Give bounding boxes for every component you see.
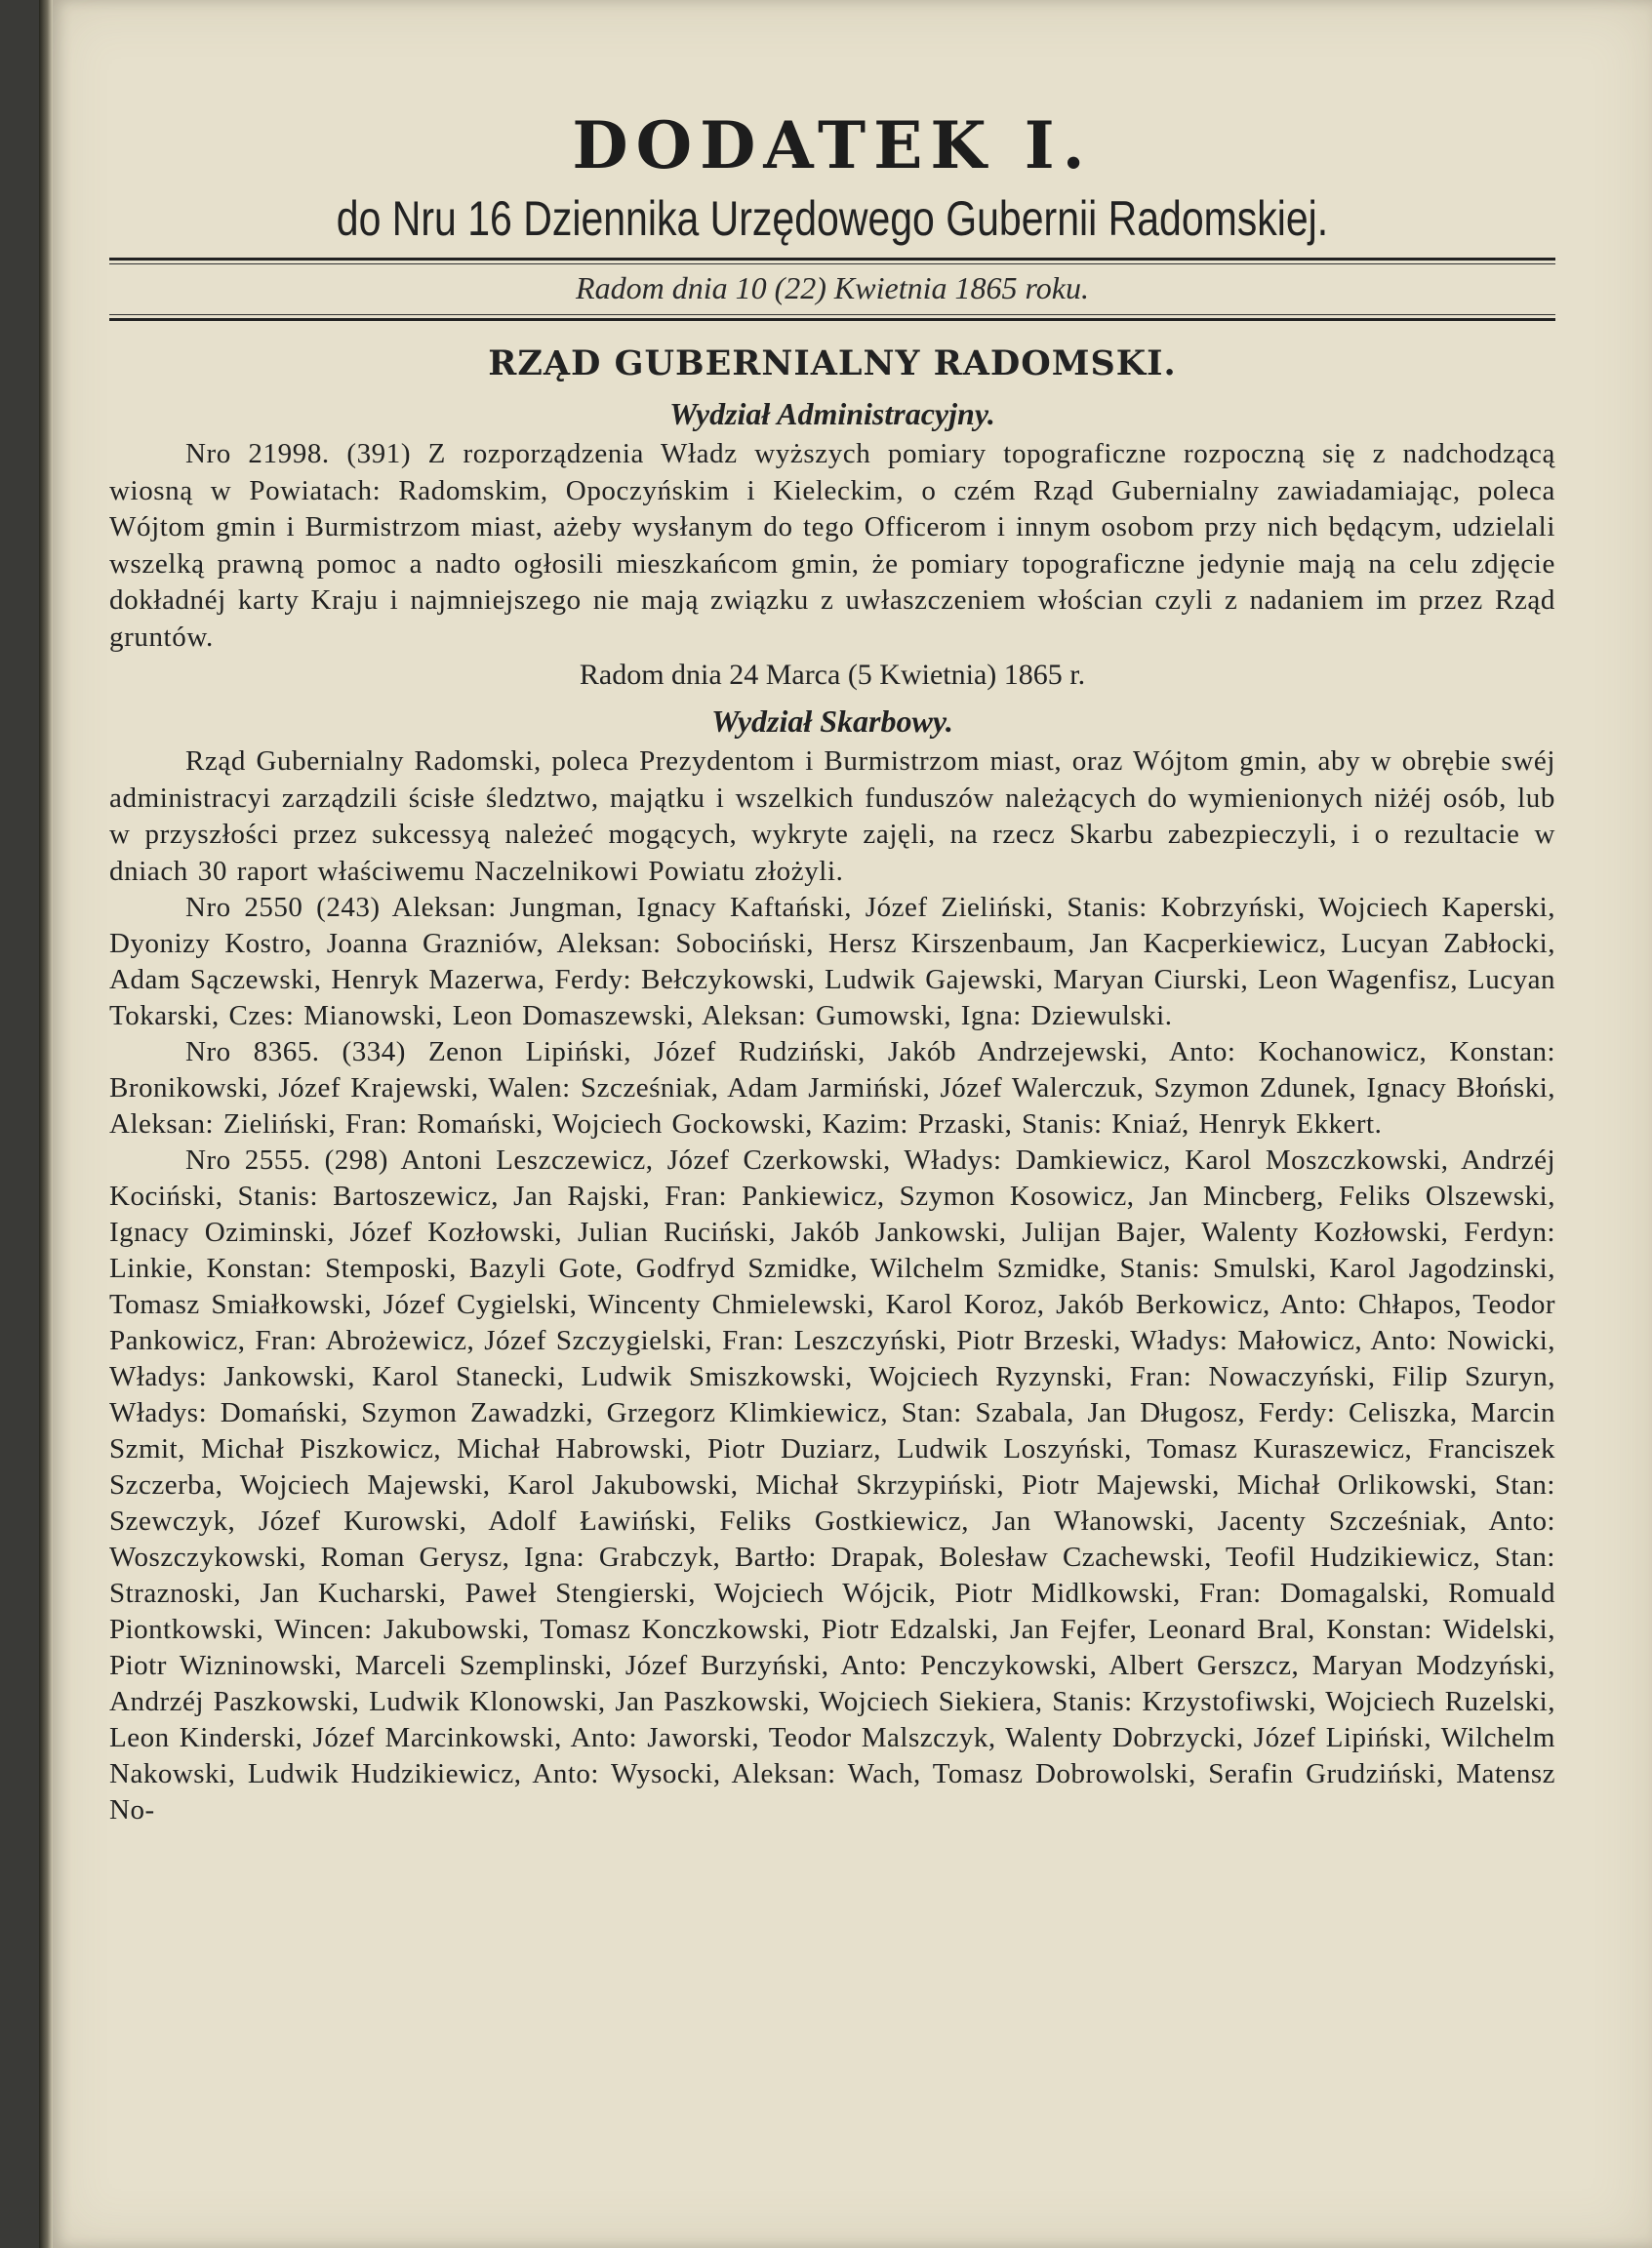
- name-list-2550: Nro 2550 (243) Aleksan: Jungman, Ignacy Kaftański, Józef Zieliński, Stanis: Kobrzyński, Wojciech Kaperski, Dyonizy Kostro, Joanna Grazniów, Aleksan: Sobociński, Hersz Kirszenbaum, Jan Kacperkiewicz, Lucyan Zabłocki, Adam Sączewski, Henryk Mazerwa, Ferdy: Bełczykowski, Ludwik Gajewski, Maryan Ciurski, Leon Wagenfisz, Lucyan Tokarski, Czes: Mianowski, Leon Domaszewski, Aleksan: Gumowski, Igna: Dziewulski.: [109, 892, 1555, 1031]
- issue-dateline: Radom dnia 10 (22) Kwietnia 1865 roku.: [576, 270, 1089, 305]
- document-subtitle: do Nru 16 Dziennika Urzędowego Gubernii Radomskiej.: [336, 191, 1329, 246]
- name-list-8365: Nro 8365. (334) Zenon Lipiński, Józef Rudziński, Jakób Andrzejewski, Anto: Kochanowicz, Konstan: Bronikowski, Józef Krajewski, Walen: Szcześniak, Adam Jarmiński, Józef Walerczuk, Szymon Zdunek, Ignacy Błoński, Aleksan: Zieliński, Fran: Romański, Wojciech Gockowski, Kazim: Przaski, Stanis: Kniaź, Henryk Ekkert.: [109, 1036, 1555, 1140]
- administrative-signature-date: Radom dnia 24 Marca (5 Kwietnia) 1865 r.: [579, 659, 1086, 691]
- header-rule-bottom: [109, 318, 1555, 321]
- section-heading-treasury: Wydział Skarbowy.: [711, 703, 953, 739]
- authority-heading: RZĄD GUBERNIALNY RADOMSKI.: [488, 343, 1177, 383]
- document-content: [109, 109, 1555, 1828]
- document-title: DODATEK I.: [572, 107, 1093, 183]
- book-binding-edge: [39, 0, 53, 2248]
- section-heading-administrative: Wydział Administracyjny.: [669, 396, 995, 431]
- header-rule-top: [109, 258, 1555, 261]
- name-list-2555: Nro 2555. (298) Antoni Leszczewicz, Józef Czerkowski, Władys: Damkiewicz, Karol Moszczkowski, Andrzéj Kociński, Stanis: Bartoszewicz, Jan Rajski, Fran: Pankiewicz, Szymon Kosowicz, Jan Mincberg, Feliks Olszewski, Ignacy Oziminski, Józef Kozłowski, Julian Ruciński, Jakób Jankowski, Julijan Bajer, Walenty Kozłowski, Ferdyn: Linkie, Konstan: Stemposki, Bazyli Gote, Godfryd Szmidke, Wilchelm Szmidke, Stanis: Smulski, Karol Jagodzinski, Tomasz Smiałkowski, Józef Cygielski, Wincenty Chmielewski, Karol Koroz, Jakób Berkowicz, Anto: Chłapos, Teodor Pankowicz, Fran: Abrożewicz, Józef Szczygielski, Fran: Leszczyński, Piotr Brzeski, Władys: Małowicz, Anto: Nowicki, Władys: Jankowski, Karol Stanecki, Ludwik Smiszkowski, Wojciech Ryzynski, Fran: Nowaczyński, Filip Szuryn, Władys: Domański, Szymon Zawadzki, Grzegorz Klimkiewicz, Stan: Szabala, Jan Długosz, Ferdy: Celiszka, Marcin Szmit, Michał Piszkowicz, Michał Habrowski, Piotr Duziarz, Ludwik Loszyński, Tomasz Kuraszewicz, Franciszek Szczerba, Wojciech Majewski, Karol Jakubowski, Michał Skrzypiński, Piotr Majewski, Michał Orlikowski, Stan: Szewczyk, Józef Kurowski, Adolf Ławiński, Feliks Gostkiewicz, Jan Włanowski, Jacenty Szcześniak, Anto: Woszczykowski, Roman Gerysz, Igna: Grabczyk, Bartło: Drapak, Bolesław Czachewski, Teofil Hudzikiewicz, Stan: Straznoski, Jan Kucharski, Paweł Stengierski, Wojciech Wójcik, Piotr Midlkowski, Fran: Domagalski, Romuald Piontkowski, Wincen: Jakubowski, Tomasz Konczkowski, Piotr Edzalski, Jan Fejfer, Leonard Bral, Konstan: Widelski, Piotr Wizninowski, Marceli Szemplinski, Józef Burzyński, Anto: Penczykowski, Albert Gerszcz, Maryan Modzyński, Andrzéj Paszkowski, Ludwik Klonowski, Jan Paszkowski, Wojciech Siekiera, Stanis: Krzystofiwski, Wojciech Ruzelski, Leon Kinderski, Józef Marcinkowski, Anto: Jaworski, Teodor Malszczyk, Walenty Dobrzycki, Józef Lipiński, Wilchelm Nakowski, Ludwik Hudzikiewicz, Anto: Wysocki, Aleksan: Wach, Tomasz Dobrowolski, Serafin Grudziński, Matensz No-: [109, 1144, 1555, 1826]
- header-rule-bottom-thin: [109, 314, 1555, 315]
- administrative-decree: Nro 21998. (391) Z rozporządzenia Władz wyższych pomiary topograficzne rozpoczną się z nadchodzącą wiosną w Powiatach: Radomskim, Opoczyńskim i Kieleckim, o czém Rząd Gubernialny zawiadamiając, poleca Wójtom gmin i Burmistrzom miast, ażeby wysłanym do tego Officerom i innym osobom przy nich będącym, udzielali wszelką prawną pomoc a nadto ogłosili mieszkańcom gmin, że pomiary topograficzne jedynie mają na celu zdjęcie dokładnéj karty Kraju i najmniejszego nie mają związku z uwłaszczeniem włościan czyli z nadaniem im przez Rząd gruntów.: [109, 438, 1555, 653]
- document-page: [51, 0, 1652, 2248]
- treasury-decree: Rząd Gubernialny Radomski, poleca Prezydentom i Burmistrzom miast, oraz Wójtom gmin, aby w obrębie swéj administracyi zarządzili ścisłe śledztwo, majątku i wszelkich funduszów należących do wymienionych niżéj osób, lub w przyszłości przez sukcessyą należeć mogących, wykryte zajęli, na rzecz Skarbu zabezpieczyli, i o rezultacie w dniach 30 raport właściwemu Naczelnikowi Powiatu złożyli.: [109, 745, 1555, 887]
